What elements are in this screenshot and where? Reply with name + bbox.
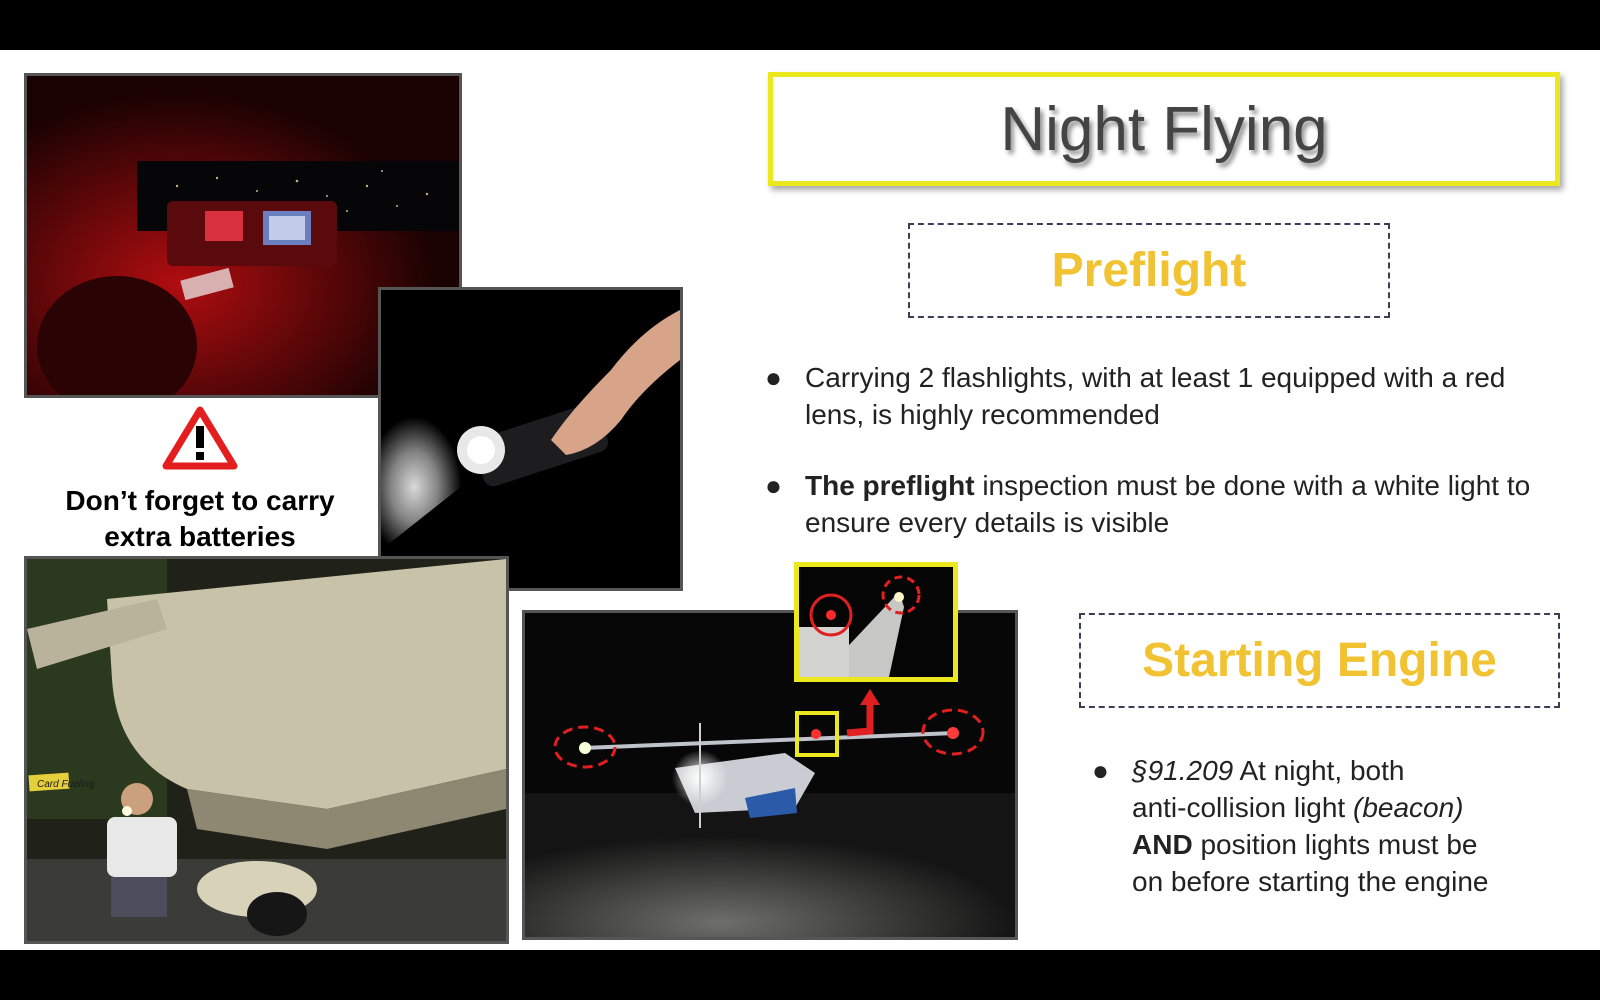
starting-engine-heading: Starting Engine — [1142, 634, 1497, 687]
preflight-bullet-1: ● Carrying 2 flashlights, with at least 1 equipped with a red lens, is highly recommended — [765, 362, 1506, 430]
preflight-bullet-1-text: Carrying 2 flashlights, with at least 1 equipped with a red lens, is highly recommended — [805, 362, 1506, 430]
preflight-bullet-2-text: inspection must be done with a white light to ensure every details is visible — [805, 470, 1531, 538]
starting-engine-line-4: on before starting the engine — [1132, 866, 1489, 897]
preflight-bullet-2: ● The preflight inspection must be done with a white light to ensure every details is visible — [765, 470, 1531, 538]
hangar-sign: Card Fueling — [37, 779, 95, 790]
starting-engine-bullet: ● §91.209 At night, both anti-collision light (beacon) AND position lights must be on before starting the engine — [1132, 752, 1572, 900]
title-box — [768, 72, 1560, 186]
warning-triangle-icon — [162, 406, 238, 470]
slide — [0, 50, 1600, 950]
warning-line-2: extra batteries — [104, 521, 296, 552]
page-title: Night Flying — [1000, 94, 1328, 164]
wingtip-zoom-inset — [794, 562, 958, 682]
starting-engine-line-1: §91.209 At night, both — [1132, 755, 1405, 786]
starting-engine-heading-box — [1079, 613, 1560, 708]
preflight-heading: Preflight — [1051, 244, 1247, 297]
preflight-inspection-photo — [24, 556, 509, 944]
battery-warning — [24, 406, 376, 555]
preflight-bullet-2-bold: The preflight — [805, 470, 975, 501]
preflight-heading-box — [908, 223, 1390, 318]
warning-line-1: Don’t forget to carry — [65, 485, 335, 516]
starting-engine-line-2: anti-collision light (beacon) — [1132, 792, 1464, 823]
flashlight-photo — [378, 287, 683, 591]
starting-engine-line-3: AND position lights must be — [1132, 829, 1478, 860]
